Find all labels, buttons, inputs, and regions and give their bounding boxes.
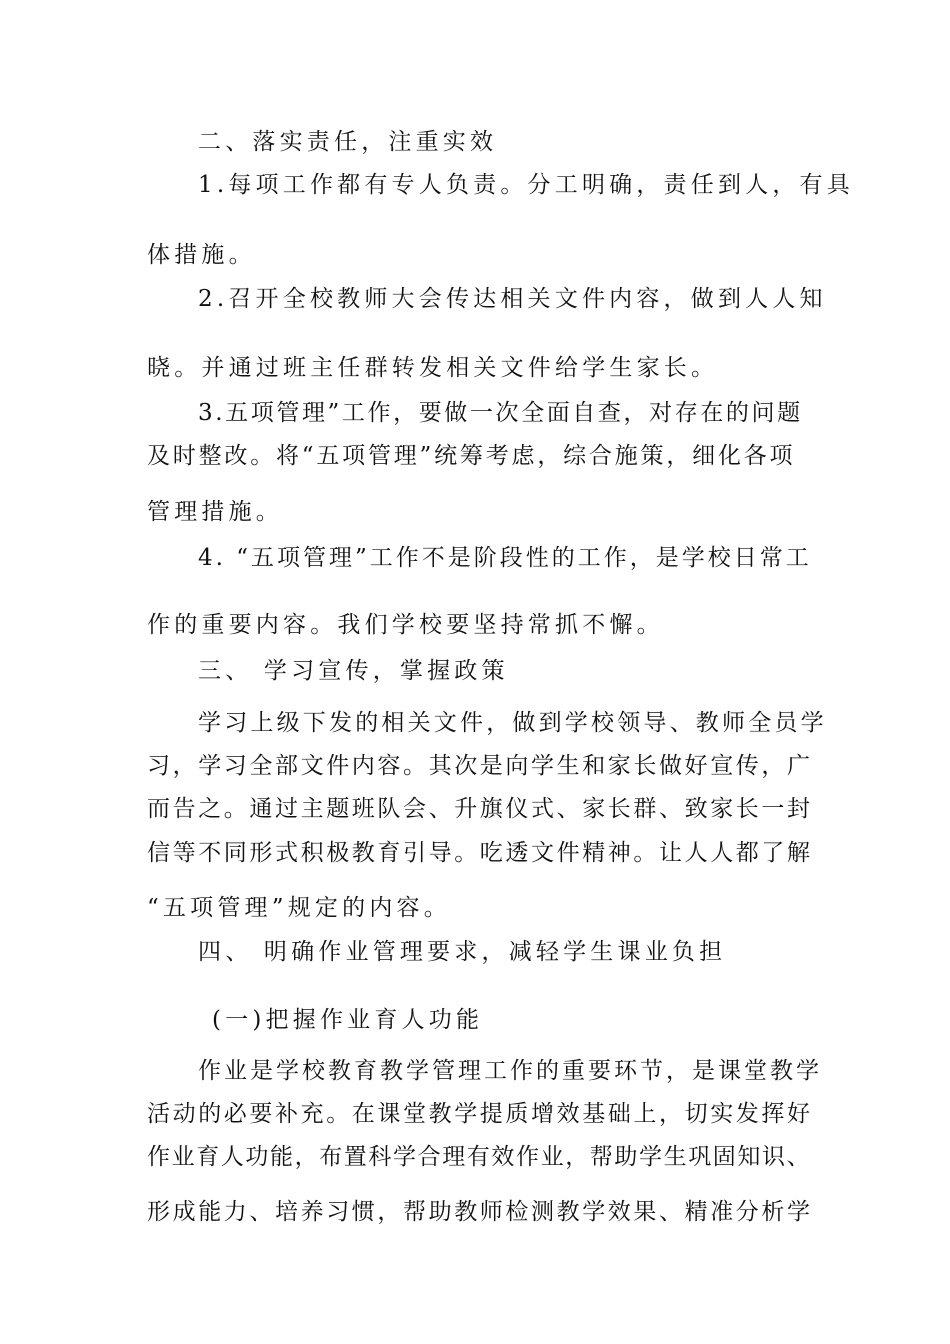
paragraph-line: “五项管理”规定的内容。 bbox=[147, 895, 451, 921]
paragraph-line: 1.每项工作都有专人负责。分工明确，责任到人，有具 bbox=[198, 172, 854, 198]
paragraph-line: 信等不同形式积极教育引导。吃透文件精神。让人人都了解 bbox=[147, 840, 813, 866]
paragraph-line: 作业是学校教育教学管理工作的重要环节，是课堂教学 bbox=[198, 1058, 822, 1084]
paragraph-line: 体措施。 bbox=[147, 242, 256, 268]
section-heading-3: 三、 学习宣传，掌握政策 bbox=[198, 658, 509, 684]
paragraph-line: 4. “五项管理”工作不是阶段性的工作，是学校日常工 bbox=[198, 545, 812, 571]
paragraph-line: 晓。并通过班主任群转发相关文件给学生家长。 bbox=[147, 355, 719, 381]
paragraph-line: 作业育人功能，布置科学合理有效作业，帮助学生巩固知识、 bbox=[147, 1144, 812, 1170]
paragraph-line: 学习上级下发的相关文件，做到学校领导、教师全员学 bbox=[198, 710, 827, 736]
paragraph-line: 作的重要内容。我们学校要坚持常抓不懈。 bbox=[147, 612, 664, 638]
paragraph-line: 活动的必要补充。在课堂教学提质增效基础上，切实发挥好 bbox=[147, 1101, 813, 1127]
paragraph-line: 3.五项管理”工作，要做一次全面自查，对存在的问题 bbox=[198, 400, 803, 426]
paragraph-line: 习，学习全部文件内容。其次是向学生和家长做好宣传，广 bbox=[147, 753, 813, 779]
paragraph-line: 而告之。通过主题班队会、升旗仪式、家长群、致家长一封 bbox=[147, 796, 813, 822]
paragraph-line: 2.召开全校教师大会传达相关文件内容，做到人人知 bbox=[198, 286, 827, 312]
section-heading-2: 二、落实责任，注重实效 bbox=[198, 129, 498, 155]
paragraph-line: 管理措施。 bbox=[147, 499, 283, 525]
subsection-heading: (一)把握作业育人功能 bbox=[212, 1007, 484, 1033]
paragraph-line: 及时整改。将“五项管理”统筹考虑，综合施策，细化各项 bbox=[147, 443, 796, 469]
paragraph-line: 形成能力、培养习惯，帮助教师检测教学效果、精准分析学 bbox=[147, 1199, 813, 1225]
section-heading-4: 四、 明确作业管理要求，减轻学生课业负担 bbox=[198, 939, 727, 965]
